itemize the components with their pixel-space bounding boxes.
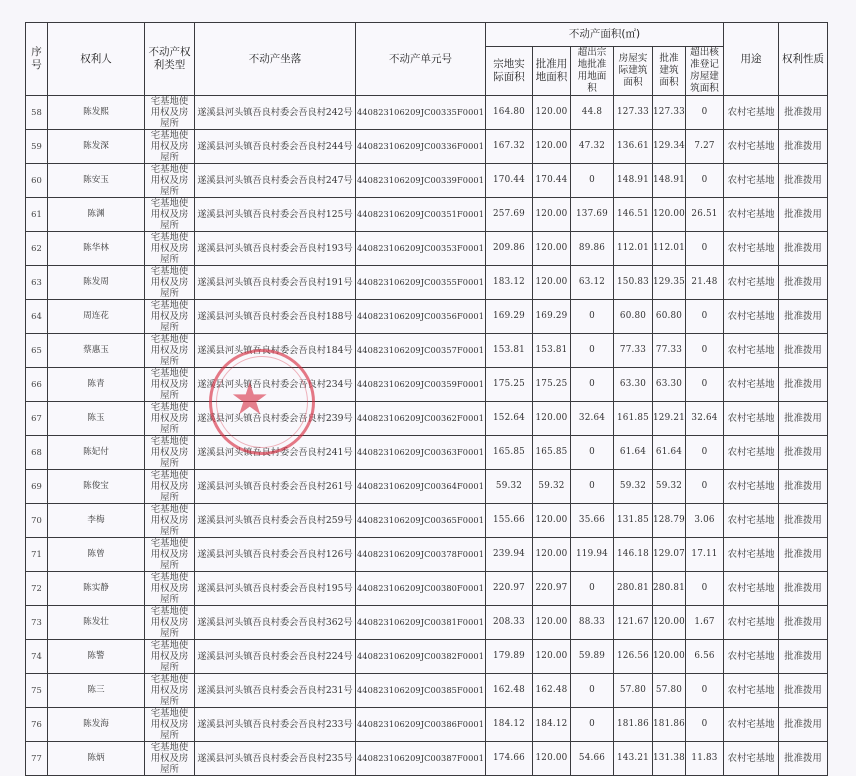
approved-building-area-cell: 280.81 — [653, 572, 686, 606]
row-index-cell: 73 — [26, 606, 48, 640]
right-type-cell: 宅基地使用权及房屋所 — [145, 640, 195, 674]
owner-name-cell: 周连花 — [48, 300, 145, 334]
excess-building-area-cell: 0 — [686, 708, 724, 742]
approved-land-area-cell: 120.00 — [533, 232, 571, 266]
usage-cell: 农村宅基地 — [724, 402, 779, 436]
excess-land-area-cell: 0 — [571, 708, 614, 742]
excess-land-area-cell: 32.64 — [571, 402, 614, 436]
usage-cell: 农村宅基地 — [724, 96, 779, 130]
right-type-cell: 宅基地使用权及房屋所 — [145, 130, 195, 164]
house-actual-area-cell: 60.80 — [614, 300, 653, 334]
usage-cell: 农村宅基地 — [724, 572, 779, 606]
owner-name-cell: 陈曾 — [48, 538, 145, 572]
right-nature-cell: 批准拨用 — [779, 130, 828, 164]
excess-land-area-cell: 63.12 — [571, 266, 614, 300]
excess-building-area-cell: 11.83 — [686, 742, 724, 776]
table-row — [26, 640, 828, 674]
table-row — [26, 334, 828, 368]
usage-cell: 农村宅基地 — [724, 266, 779, 300]
excess-land-area-cell: 54.66 — [571, 742, 614, 776]
parcel-actual-area-cell: 183.12 — [486, 266, 533, 300]
excess-building-area-cell: 0 — [686, 436, 724, 470]
usage-cell: 农村宅基地 — [724, 334, 779, 368]
parcel-actual-area-cell: 164.80 — [486, 96, 533, 130]
property-location-cell: 遂溪县河头镇吾良村委会吾良村261号 — [195, 470, 356, 504]
excess-building-area-cell: 0 — [686, 470, 724, 504]
approved-building-area-cell: 129.34 — [653, 130, 686, 164]
usage-cell: 农村宅基地 — [724, 436, 779, 470]
approved-land-area-cell: 220.97 — [533, 572, 571, 606]
house-actual-area-cell: 136.61 — [614, 130, 653, 164]
house-actual-area-cell: 112.01 — [614, 232, 653, 266]
approved-building-area-cell: 112.01 — [653, 232, 686, 266]
table-row — [26, 742, 828, 776]
property-location-cell: 遂溪县河头镇吾良村委会吾良村125号 — [195, 198, 356, 232]
house-actual-area-cell: 127.33 — [614, 96, 653, 130]
right-nature-cell: 批准拨用 — [779, 674, 828, 708]
approved-building-area-cell: 59.32 — [653, 470, 686, 504]
unit-number-cell: 440823106209JC00355F0001 — [356, 266, 486, 300]
owner-name-cell: 陈发壮 — [48, 606, 145, 640]
row-index-cell: 60 — [26, 164, 48, 198]
property-location-cell: 遂溪县河头镇吾良村委会吾良村244号 — [195, 130, 356, 164]
usage-cell: 农村宅基地 — [724, 164, 779, 198]
registry-document — [25, 22, 828, 776]
house-actual-area-cell: 121.67 — [614, 606, 653, 640]
parcel-actual-area-cell: 165.85 — [486, 436, 533, 470]
row-index-cell: 69 — [26, 470, 48, 504]
right-type-cell: 宅基地使用权及房屋所 — [145, 198, 195, 232]
header-area-group: 不动产面积(㎡) — [486, 23, 724, 47]
approved-land-area-cell: 170.44 — [533, 164, 571, 198]
table-row — [26, 504, 828, 538]
approved-land-area-cell: 120.00 — [533, 198, 571, 232]
usage-cell: 农村宅基地 — [724, 606, 779, 640]
right-type-cell: 宅基地使用权及房屋所 — [145, 334, 195, 368]
row-index-cell: 68 — [26, 436, 48, 470]
excess-building-area-cell: 0 — [686, 674, 724, 708]
parcel-actual-area-cell: 152.64 — [486, 402, 533, 436]
usage-cell: 农村宅基地 — [724, 742, 779, 776]
usage-cell: 农村宅基地 — [724, 640, 779, 674]
parcel-actual-area-cell: 155.66 — [486, 504, 533, 538]
right-type-cell: 宅基地使用权及房屋所 — [145, 572, 195, 606]
header-right-type: 不动产权利类型 — [145, 23, 195, 96]
approved-building-area-cell: 120.00 — [653, 198, 686, 232]
table-row — [26, 266, 828, 300]
excess-building-area-cell: 7.27 — [686, 130, 724, 164]
row-index-cell: 58 — [26, 96, 48, 130]
excess-land-area-cell: 0 — [571, 572, 614, 606]
excess-building-area-cell: 0 — [686, 96, 724, 130]
property-location-cell: 遂溪县河头镇吾良村委会吾良村242号 — [195, 96, 356, 130]
house-actual-area-cell: 126.56 — [614, 640, 653, 674]
row-index-cell: 76 — [26, 708, 48, 742]
right-nature-cell: 批准拨用 — [779, 708, 828, 742]
excess-land-area-cell: 47.32 — [571, 130, 614, 164]
header-usage: 用途 — [724, 23, 779, 96]
right-nature-cell: 批准拨用 — [779, 742, 828, 776]
property-location-cell: 遂溪县河头镇吾良村委会吾良村195号 — [195, 572, 356, 606]
unit-number-cell: 440823106209JC00357F0001 — [356, 334, 486, 368]
parcel-actual-area-cell: 209.86 — [486, 232, 533, 266]
row-index-cell: 61 — [26, 198, 48, 232]
right-nature-cell: 批准拨用 — [779, 538, 828, 572]
right-type-cell: 宅基地使用权及房屋所 — [145, 470, 195, 504]
house-actual-area-cell: 148.91 — [614, 164, 653, 198]
row-index-cell: 64 — [26, 300, 48, 334]
owner-name-cell: 陈发深 — [48, 130, 145, 164]
right-nature-cell: 批准拨用 — [779, 300, 828, 334]
excess-land-area-cell: 0 — [571, 300, 614, 334]
owner-name-cell: 陈发海 — [48, 708, 145, 742]
usage-cell: 农村宅基地 — [724, 232, 779, 266]
parcel-actual-area-cell: 208.33 — [486, 606, 533, 640]
excess-building-area-cell: 17.11 — [686, 538, 724, 572]
parcel-actual-area-cell: 220.97 — [486, 572, 533, 606]
approved-building-area-cell: 61.64 — [653, 436, 686, 470]
right-nature-cell: 批准拨用 — [779, 334, 828, 368]
excess-land-area-cell: 88.33 — [571, 606, 614, 640]
right-nature-cell: 批准拨用 — [779, 198, 828, 232]
unit-number-cell: 440823106209JC00356F0001 — [356, 300, 486, 334]
header-approved-building: 批准建筑面积 — [653, 47, 686, 96]
approved-land-area-cell: 120.00 — [533, 130, 571, 164]
table-row — [26, 368, 828, 402]
right-type-cell: 宅基地使用权及房屋所 — [145, 606, 195, 640]
house-actual-area-cell: 77.33 — [614, 334, 653, 368]
owner-name-cell: 陈安玉 — [48, 164, 145, 198]
unit-number-cell: 440823106209JC00382F0001 — [356, 640, 486, 674]
excess-land-area-cell: 0 — [571, 674, 614, 708]
property-location-cell: 遂溪县河头镇吾良村委会吾良村233号 — [195, 708, 356, 742]
right-type-cell: 宅基地使用权及房屋所 — [145, 436, 195, 470]
approved-land-area-cell: 59.32 — [533, 470, 571, 504]
right-type-cell: 宅基地使用权及房屋所 — [145, 708, 195, 742]
parcel-actual-area-cell: 170.44 — [486, 164, 533, 198]
header-owner: 权利人 — [48, 23, 145, 96]
right-type-cell: 宅基地使用权及房屋所 — [145, 368, 195, 402]
table-body — [26, 96, 828, 776]
owner-name-cell: 陈青 — [48, 368, 145, 402]
row-index-cell: 66 — [26, 368, 48, 402]
approved-building-area-cell: 129.07 — [653, 538, 686, 572]
approved-building-area-cell: 127.33 — [653, 96, 686, 130]
approved-land-area-cell: 120.00 — [533, 504, 571, 538]
excess-land-area-cell: 119.94 — [571, 538, 614, 572]
parcel-actual-area-cell: 239.94 — [486, 538, 533, 572]
excess-land-area-cell: 0 — [571, 470, 614, 504]
header-parcel-actual: 宗地实际面积 — [486, 47, 533, 96]
house-actual-area-cell: 146.51 — [614, 198, 653, 232]
table-row — [26, 96, 828, 130]
row-index-cell: 77 — [26, 742, 48, 776]
header-approved-land: 批准用地面积 — [533, 47, 571, 96]
excess-building-area-cell: 0 — [686, 572, 724, 606]
owner-name-cell: 陈警 — [48, 640, 145, 674]
unit-number-cell: 440823106209JC00339F0001 — [356, 164, 486, 198]
table-row — [26, 572, 828, 606]
row-index-cell: 71 — [26, 538, 48, 572]
approved-building-area-cell: 148.91 — [653, 164, 686, 198]
header-excess-land: 超出宗地批准用地面积 — [571, 47, 614, 96]
excess-building-area-cell: 1.67 — [686, 606, 724, 640]
right-nature-cell: 批准拨用 — [779, 640, 828, 674]
property-location-cell: 遂溪县河头镇吾良村委会吾良村126号 — [195, 538, 356, 572]
header-index: 序号 — [26, 23, 48, 96]
unit-number-cell: 440823106209JC00378F0001 — [356, 538, 486, 572]
unit-number-cell: 440823106209JC00351F0001 — [356, 198, 486, 232]
unit-number-cell: 440823106209JC00365F0001 — [356, 504, 486, 538]
usage-cell: 农村宅基地 — [724, 708, 779, 742]
house-actual-area-cell: 61.64 — [614, 436, 653, 470]
house-actual-area-cell: 161.85 — [614, 402, 653, 436]
usage-cell: 农村宅基地 — [724, 470, 779, 504]
unit-number-cell: 440823106209JC00336F0001 — [356, 130, 486, 164]
excess-land-area-cell: 0 — [571, 164, 614, 198]
parcel-actual-area-cell: 169.29 — [486, 300, 533, 334]
excess-building-area-cell: 3.06 — [686, 504, 724, 538]
unit-number-cell: 440823106209JC00359F0001 — [356, 368, 486, 402]
parcel-actual-area-cell: 179.89 — [486, 640, 533, 674]
approved-building-area-cell: 181.86 — [653, 708, 686, 742]
owner-name-cell: 陈玉 — [48, 402, 145, 436]
parcel-actual-area-cell: 59.32 — [486, 470, 533, 504]
unit-number-cell: 440823106209JC00385F0001 — [356, 674, 486, 708]
property-registry-table — [25, 22, 828, 776]
excess-building-area-cell: 26.51 — [686, 198, 724, 232]
approved-land-area-cell: 120.00 — [533, 640, 571, 674]
unit-number-cell: 440823106209JC00381F0001 — [356, 606, 486, 640]
usage-cell: 农村宅基地 — [724, 300, 779, 334]
approved-land-area-cell: 120.00 — [533, 742, 571, 776]
parcel-actual-area-cell: 153.81 — [486, 334, 533, 368]
right-type-cell: 宅基地使用权及房屋所 — [145, 164, 195, 198]
approved-land-area-cell: 120.00 — [533, 266, 571, 300]
house-actual-area-cell: 280.81 — [614, 572, 653, 606]
parcel-actual-area-cell: 257.69 — [486, 198, 533, 232]
table-row — [26, 470, 828, 504]
table-row — [26, 436, 828, 470]
unit-number-cell: 440823106209JC00353F0001 — [356, 232, 486, 266]
table-row — [26, 606, 828, 640]
excess-building-area-cell: 0 — [686, 368, 724, 402]
right-type-cell: 宅基地使用权及房屋所 — [145, 538, 195, 572]
table-row — [26, 402, 828, 436]
unit-number-cell: 440823106209JC00335F0001 — [356, 96, 486, 130]
unit-number-cell: 440823106209JC00364F0001 — [356, 470, 486, 504]
right-nature-cell: 批准拨用 — [779, 232, 828, 266]
right-type-cell: 宅基地使用权及房屋所 — [145, 504, 195, 538]
right-type-cell: 宅基地使用权及房屋所 — [145, 266, 195, 300]
right-nature-cell: 批准拨用 — [779, 266, 828, 300]
usage-cell: 农村宅基地 — [724, 504, 779, 538]
owner-name-cell: 陈发熙 — [48, 96, 145, 130]
house-actual-area-cell: 63.30 — [614, 368, 653, 402]
excess-building-area-cell: 32.64 — [686, 402, 724, 436]
header-right-nature: 权利性质 — [779, 23, 828, 96]
usage-cell: 农村宅基地 — [724, 368, 779, 402]
row-index-cell: 65 — [26, 334, 48, 368]
header-unit-no: 不动产单元号 — [356, 23, 486, 96]
right-nature-cell: 批准拨用 — [779, 164, 828, 198]
excess-land-area-cell: 0 — [571, 368, 614, 402]
table-row — [26, 538, 828, 572]
owner-name-cell: 陈渊 — [48, 198, 145, 232]
right-type-cell: 宅基地使用权及房屋所 — [145, 232, 195, 266]
owner-name-cell: 陈俊宝 — [48, 470, 145, 504]
approved-land-area-cell: 153.81 — [533, 334, 571, 368]
owner-name-cell: 陈炳 — [48, 742, 145, 776]
excess-building-area-cell: 0 — [686, 334, 724, 368]
house-actual-area-cell: 150.83 — [614, 266, 653, 300]
excess-building-area-cell: 0 — [686, 164, 724, 198]
row-index-cell: 62 — [26, 232, 48, 266]
right-nature-cell: 批准拨用 — [779, 402, 828, 436]
parcel-actual-area-cell: 175.25 — [486, 368, 533, 402]
right-type-cell: 宅基地使用权及房屋所 — [145, 674, 195, 708]
approved-building-area-cell: 129.21 — [653, 402, 686, 436]
approved-land-area-cell: 120.00 — [533, 606, 571, 640]
unit-number-cell: 440823106209JC00387F0001 — [356, 742, 486, 776]
property-location-cell: 遂溪县河头镇吾良村委会吾良村239号 — [195, 402, 356, 436]
right-type-cell: 宅基地使用权及房屋所 — [145, 742, 195, 776]
property-location-cell: 遂溪县河头镇吾良村委会吾良村362号 — [195, 606, 356, 640]
property-location-cell: 遂溪县河头镇吾良村委会吾良村191号 — [195, 266, 356, 300]
property-location-cell: 遂溪县河头镇吾良村委会吾良村259号 — [195, 504, 356, 538]
right-nature-cell: 批准拨用 — [779, 96, 828, 130]
property-location-cell: 遂溪县河头镇吾良村委会吾良村234号 — [195, 368, 356, 402]
excess-land-area-cell: 59.89 — [571, 640, 614, 674]
table-row — [26, 164, 828, 198]
owner-name-cell: 陈发周 — [48, 266, 145, 300]
unit-number-cell: 440823106209JC00362F0001 — [356, 402, 486, 436]
usage-cell: 农村宅基地 — [724, 538, 779, 572]
right-nature-cell: 批准拨用 — [779, 368, 828, 402]
approved-land-area-cell: 120.00 — [533, 402, 571, 436]
row-index-cell: 75 — [26, 674, 48, 708]
excess-building-area-cell: 0 — [686, 300, 724, 334]
table-row — [26, 708, 828, 742]
excess-building-area-cell: 0 — [686, 232, 724, 266]
property-location-cell: 遂溪县河头镇吾良村委会吾良村241号 — [195, 436, 356, 470]
property-location-cell: 遂溪县河头镇吾良村委会吾良村188号 — [195, 300, 356, 334]
row-index-cell: 63 — [26, 266, 48, 300]
property-location-cell: 遂溪县河头镇吾良村委会吾良村231号 — [195, 674, 356, 708]
parcel-actual-area-cell: 167.32 — [486, 130, 533, 164]
right-nature-cell: 批准拨用 — [779, 470, 828, 504]
approved-building-area-cell: 60.80 — [653, 300, 686, 334]
right-nature-cell: 批准拨用 — [779, 606, 828, 640]
excess-land-area-cell: 89.86 — [571, 232, 614, 266]
approved-land-area-cell: 165.85 — [533, 436, 571, 470]
right-nature-cell: 批准拨用 — [779, 572, 828, 606]
house-actual-area-cell: 57.80 — [614, 674, 653, 708]
table-row — [26, 300, 828, 334]
table-row — [26, 232, 828, 266]
house-actual-area-cell: 143.21 — [614, 742, 653, 776]
owner-name-cell: 陈妃付 — [48, 436, 145, 470]
right-nature-cell: 批准拨用 — [779, 436, 828, 470]
property-location-cell: 遂溪县河头镇吾良村委会吾良村193号 — [195, 232, 356, 266]
right-type-cell: 宅基地使用权及房屋所 — [145, 300, 195, 334]
property-location-cell: 遂溪县河头镇吾良村委会吾良村235号 — [195, 742, 356, 776]
house-actual-area-cell: 59.32 — [614, 470, 653, 504]
excess-building-area-cell: 6.56 — [686, 640, 724, 674]
table-row — [26, 674, 828, 708]
row-index-cell: 67 — [26, 402, 48, 436]
right-type-cell: 宅基地使用权及房屋所 — [145, 402, 195, 436]
excess-land-area-cell: 44.8 — [571, 96, 614, 130]
property-location-cell: 遂溪县河头镇吾良村委会吾良村224号 — [195, 640, 356, 674]
unit-number-cell: 440823106209JC00380F0001 — [356, 572, 486, 606]
approved-building-area-cell: 129.35 — [653, 266, 686, 300]
approved-land-area-cell: 184.12 — [533, 708, 571, 742]
table-header — [26, 23, 828, 96]
parcel-actual-area-cell: 174.66 — [486, 742, 533, 776]
approved-building-area-cell: 57.80 — [653, 674, 686, 708]
excess-land-area-cell: 0 — [571, 334, 614, 368]
excess-land-area-cell: 0 — [571, 436, 614, 470]
owner-name-cell: 陈三 — [48, 674, 145, 708]
approved-land-area-cell: 162.48 — [533, 674, 571, 708]
approved-building-area-cell: 77.33 — [653, 334, 686, 368]
row-index-cell: 72 — [26, 572, 48, 606]
owner-name-cell: 蔡惠玉 — [48, 334, 145, 368]
approved-land-area-cell: 120.00 — [533, 96, 571, 130]
unit-number-cell: 440823106209JC00363F0001 — [356, 436, 486, 470]
header-location: 不动产坐落 — [195, 23, 356, 96]
parcel-actual-area-cell: 162.48 — [486, 674, 533, 708]
header-house-actual: 房屋实际建筑面积 — [614, 47, 653, 96]
table-row — [26, 198, 828, 232]
approved-building-area-cell: 131.38 — [653, 742, 686, 776]
approved-land-area-cell: 175.25 — [533, 368, 571, 402]
parcel-actual-area-cell: 184.12 — [486, 708, 533, 742]
excess-land-area-cell: 137.69 — [571, 198, 614, 232]
approved-building-area-cell: 63.30 — [653, 368, 686, 402]
usage-cell: 农村宅基地 — [724, 674, 779, 708]
property-location-cell: 遂溪县河头镇吾良村委会吾良村247号 — [195, 164, 356, 198]
table-row — [26, 130, 828, 164]
owner-name-cell: 陈华林 — [48, 232, 145, 266]
row-index-cell: 74 — [26, 640, 48, 674]
property-location-cell: 遂溪县河头镇吾良村委会吾良村184号 — [195, 334, 356, 368]
excess-building-area-cell: 21.48 — [686, 266, 724, 300]
approved-building-area-cell: 120.00 — [653, 640, 686, 674]
owner-name-cell: 陈实静 — [48, 572, 145, 606]
owner-name-cell: 李梅 — [48, 504, 145, 538]
approved-land-area-cell: 169.29 — [533, 300, 571, 334]
house-actual-area-cell: 181.86 — [614, 708, 653, 742]
approved-land-area-cell: 120.00 — [533, 538, 571, 572]
usage-cell: 农村宅基地 — [724, 130, 779, 164]
red-official-seal-icon: ★ — [230, 374, 270, 425]
header-excess-building: 超出核准登记房屋建筑面积 — [686, 47, 724, 96]
usage-cell: 农村宅基地 — [724, 198, 779, 232]
approved-building-area-cell: 128.79 — [653, 504, 686, 538]
unit-number-cell: 440823106209JC00386F0001 — [356, 708, 486, 742]
house-actual-area-cell: 131.85 — [614, 504, 653, 538]
house-actual-area-cell: 146.18 — [614, 538, 653, 572]
right-nature-cell: 批准拨用 — [779, 504, 828, 538]
row-index-cell: 59 — [26, 130, 48, 164]
approved-building-area-cell: 120.00 — [653, 606, 686, 640]
row-index-cell: 70 — [26, 504, 48, 538]
excess-land-area-cell: 35.66 — [571, 504, 614, 538]
right-type-cell: 宅基地使用权及房屋所 — [145, 96, 195, 130]
